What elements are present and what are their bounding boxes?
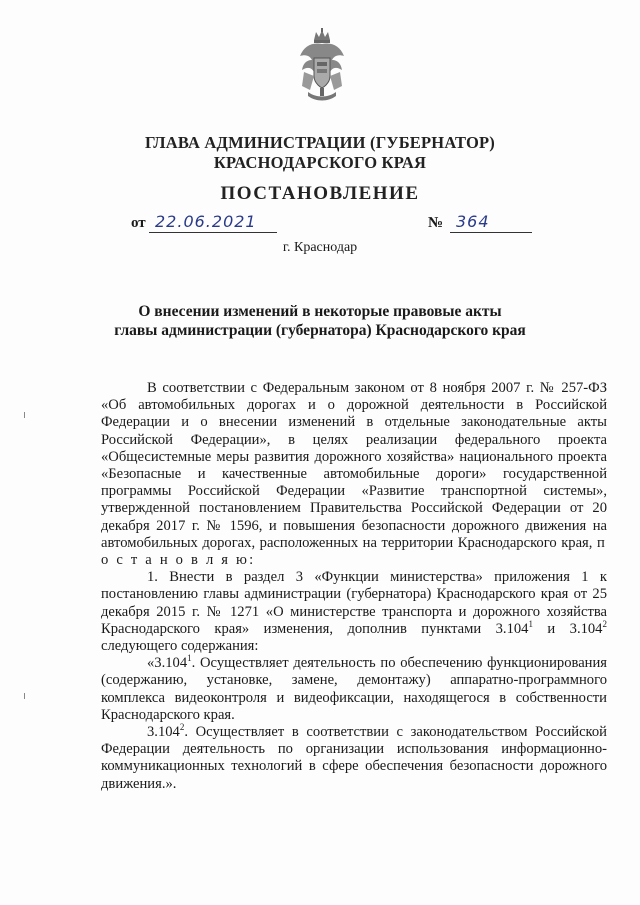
subject-line1: О внесении изменений в некоторые правовые акты (138, 303, 502, 320)
body-paragraph-1: В соответствии с Федеральным законом от 8 ноября 2007 г. № 257-ФЗ «Об автомобильных дорогах и о дорожной деятельности в Российской Федерации и о внесении изменений в отдельные законодательные акты Российской Федерации», в целях реализации федерального проекта «Общесистемные меры развития дорожного хозяйства» национального проекта «Безопасные и качественные автомобильные дороги» государственной программы Российской Федерации «Развитие транспортной системы», утвержденной постановлением Правительства Российской Федерации от 20 декабря 2017 г. № 1596, и повышения безопасности дорожного движения на автомобильных дорогах, расположенных на территории Краснодарского края, п о с т а н о в л я ю: (101, 380, 607, 569)
number-label: № (428, 215, 444, 231)
subject-line2: главы администрации (губернатора) Краснодарского края (114, 322, 526, 339)
city-label: г. Краснодар (282, 240, 358, 255)
document-type-title: ПОСТАНОВЛЕНИЕ (220, 183, 420, 204)
margin-scan-mark (24, 412, 25, 418)
body-paragraph-3: «3.104$^1$. Осуществляет деятельность по обеспечению функционирования (содержанию, установке, замене, демонтажу) аппаратно-программного комплекса видеоконтроля и видеофиксации, находящегося в собственности Краснодарского края. (101, 653, 607, 723)
date-number-row (0, 213, 640, 237)
body-paragraph-4: 3.104$^2$. Осуществляет в соответствии с законодательством Российской Федерации деятельность по организации использования информационно-коммуникационных технологий в сфере обеспечения безопасности дорожного движения.». (101, 722, 607, 792)
date-value: 22.06.2021 (149, 212, 277, 233)
document-body (101, 380, 607, 793)
number-value: 364 (450, 212, 532, 233)
coat-of-arms-emblem (296, 28, 348, 104)
authority-title-line2: КРАСНОДАРСКОГО КРАЯ (213, 153, 427, 172)
authority-title-line1: ГЛАВА АДМИНИСТРАЦИИ (ГУБЕРНАТОР) (145, 133, 495, 152)
margin-scan-mark (24, 693, 25, 699)
date-label: от (131, 215, 146, 231)
body-paragraph-2: 1. Внести в раздел 3 «Функции министерства» приложения 1 к постановлению главы администрации (губернатора) Краснодарского края от 25 декабря 2015 г. № 1271 «О министерстве транспорта и дорожного хозяйства Краснодарского края» изменения, дополнив пунктами 3.104$^1$ и 3.104$^2$ следующего содержания: (101, 569, 607, 655)
resolution-phrase: п о с т а н о в л я ю: (101, 534, 607, 569)
